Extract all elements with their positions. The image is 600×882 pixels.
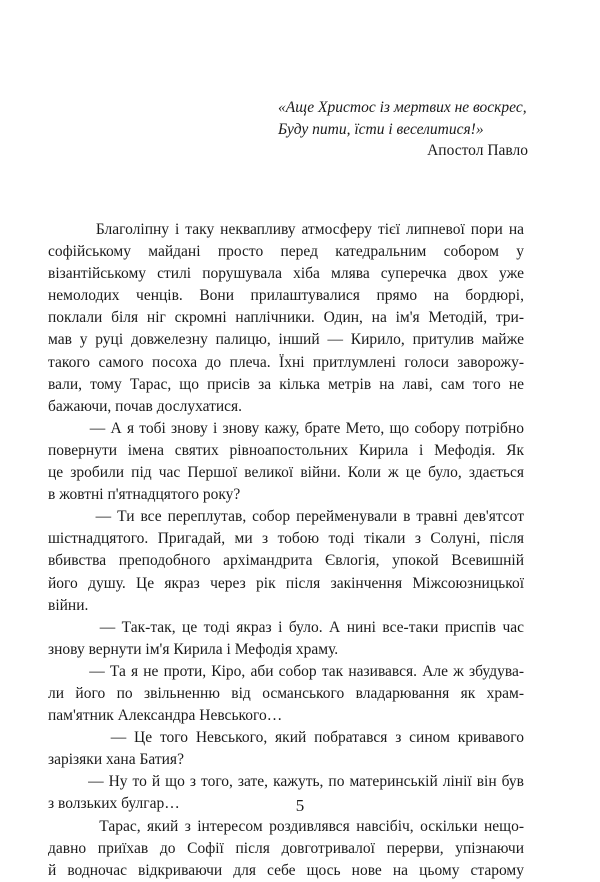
body-line: Тарас, який з інтересом роздивлявся навсібіч, оскільки нещо- [48,817,524,835]
epigraph-line: Буду пити, їсти і веселитися!» [278,120,484,138]
body-line: софійському майдані просто перед катедральним собором у [48,243,524,261]
body-line: поклали біля ніг скромні наплічники. Один, на ім'я Методій, три- [48,309,524,327]
body-line: війни. [48,596,89,614]
body-line: знову вернути ім'я Кирила і Мефодія храму. [48,640,339,658]
body-line: — Ти все переплутав, собор перейменували в травні дев'ятсот [48,508,524,526]
body-line: зарізяки хана Батия? [48,751,184,769]
body-line: мав у руці довжелезну палицю, інший — Кирило, притулив майже [48,331,524,349]
body-line: ли його по звільненню від османського владарювання як храм- [48,684,524,702]
body-line: — Так-так, це тоді якраз і було. А нині все-таки приспів час [48,618,524,636]
body-line: вбивства преподобного архімандрита Євлогія, упокой Всевишній [48,552,524,570]
body-line: шістнадцятого. Пригадай, ми з тобою тоді тікали з Солуні, після [48,530,524,548]
body-line: його душу. Це якраз через рік після закінчення Міжсоюзницької [48,574,524,592]
body-line: з волзьких булгар… [48,795,180,813]
body-line: вали, тому Тарас, що присів за кілька метрів на лаві, сам того не [48,375,524,393]
body-line: такого самого посоха до плеча. Їхні притлумлені голоси заворожу- [48,353,524,371]
body-line: візантійському стилі порушувала хіба млява суперечка двох уже [48,265,524,283]
body-text [48,219,524,882]
body-line: немолодих ченців. Вони прилаштувалися прямо на бордюрі, [48,287,524,305]
body-line: й водночас відкриваючи для себе щось нове на цьому старому [48,861,524,879]
body-line: — Та я не проти, Кіро, аби собор так називався. Але ж збудува- [48,662,524,680]
body-line: давно приїхав до Софії після довготривалої перерви, упізнаючи [48,839,524,857]
body-line: — А я тобі знову і знову кажу, брате Мето, що собору потрібно [48,419,524,437]
page-number: 5 [295,796,305,815]
body-line: бажаючи, почав дослухатися. [48,397,243,415]
epigraph [278,97,528,162]
body-line: в жовтні п'ятнадцятого року? [48,486,241,504]
body-line: — Це того Невського, який побратався з сином кривавого [48,729,524,747]
body-line: — Ну то й що з того, зате, кажуть, по материнській лінії він був [48,773,524,791]
epigraph-line: «Аще Христос із мертвих не воскрес, [278,99,527,116]
body-line: повернути імена святих рівноапостольних Кирила і Мефодія. Як [48,441,524,459]
body-line: пам'ятник Александра Невського… [48,707,283,725]
epigraph-author: Апостол Павло [427,142,528,159]
body-line: це зробили під час Першої великої війни. Коли ж це було, здається [48,464,524,482]
body-line: Благоліпну і таку неквапливу атмосферу тієї липневої пори на [48,221,524,238]
